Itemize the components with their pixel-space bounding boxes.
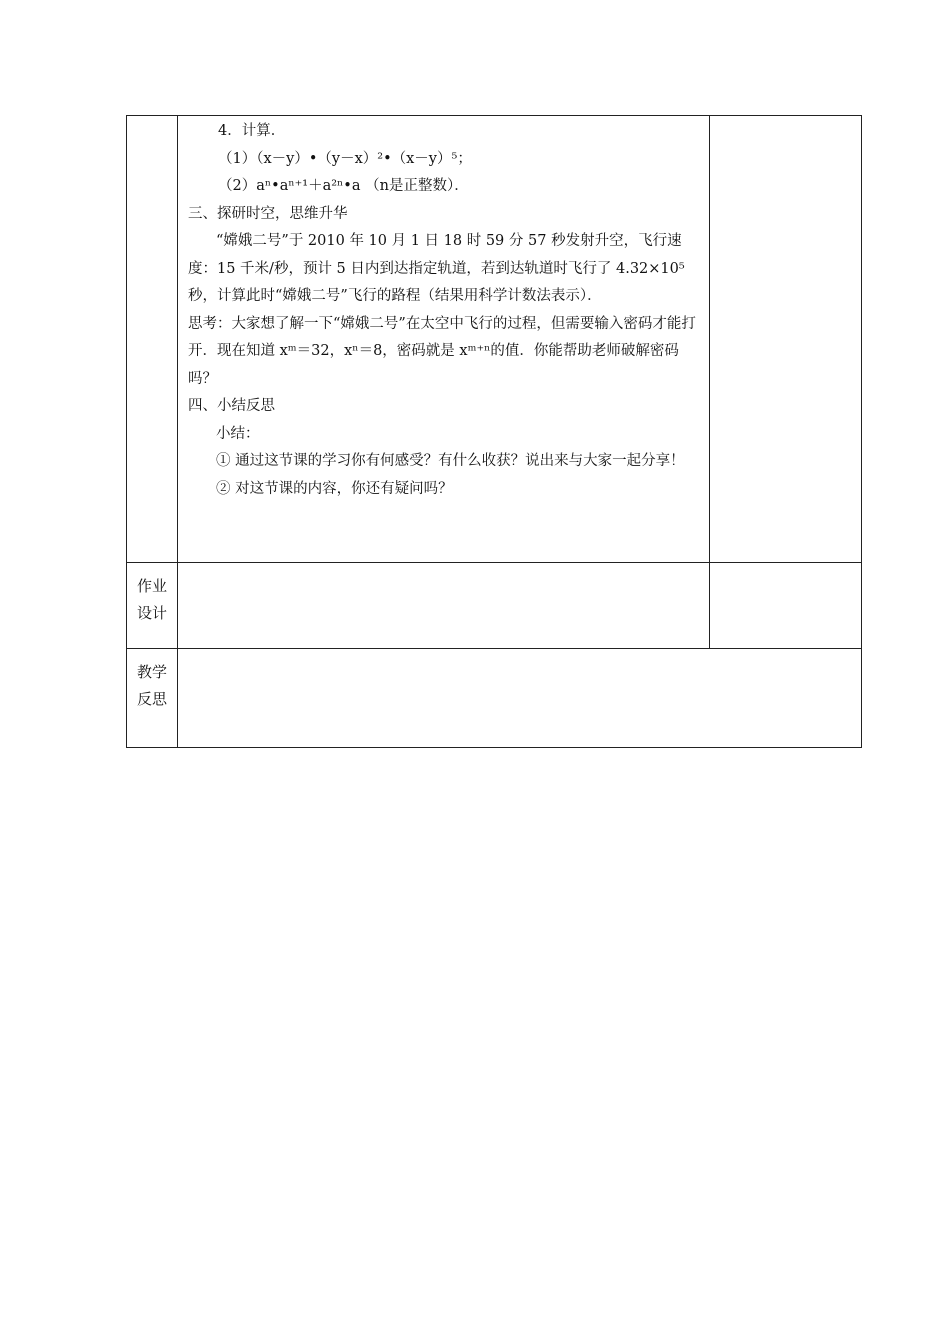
reflection-label: 教学 反思 (127, 649, 178, 748)
summary-question-2: ② 对这节课的内容，你还有疑问吗？ (216, 480, 453, 497)
exercise-1: （1）（x－y）•（y－x）²•（x－y）⁵； (218, 150, 472, 167)
row-label-empty (127, 116, 178, 563)
task-heading: 4．计算． (218, 123, 286, 139)
notes-cell (710, 116, 862, 563)
content-row (127, 116, 862, 563)
reflection-content-cell (178, 649, 862, 748)
summary-label: 小结： (216, 425, 260, 442)
password-problem: 思考：大家想了解一下“嫦娥二号”在太空中飞行的过程，但需要输入密码才能打开．现在知道 xᵐ＝32，xⁿ＝8，密码就是 xᵐ⁺ⁿ的值．你能帮助老师破解密码吗？ (188, 315, 696, 387)
lesson-content-cell (178, 116, 710, 563)
summary-question-1: ① 通过这节课的学习你有何感受？有什么收获？说出来与大家一起分享！ (216, 453, 685, 469)
section-3-heading: 三、探研时空，思维升华 (188, 205, 348, 222)
lesson-plan-table (126, 115, 862, 748)
homework-row (127, 563, 862, 649)
exercise-2: （2）aⁿ•aⁿ⁺¹＋a²ⁿ•a （n是正整数）． (218, 178, 469, 194)
section-4-heading: 四、小结反思 (188, 398, 275, 414)
homework-content-cell (178, 563, 710, 649)
chang-e-problem: “嫦娥二号”于 2010 年 10 月 1 日 18 时 59 分 57 秒发射升空，飞行速度：15 千米/秒，预计 5 日内到达指定轨道，若到达轨道时飞行了 4.32×10⁵秒，计算此时“嫦娥二号”飞行的路程（结果用科学计数法表示）． (188, 233, 685, 304)
homework-label: 作业 设计 (127, 563, 178, 649)
reflection-row (127, 649, 862, 748)
homework-notes-cell (710, 563, 862, 649)
